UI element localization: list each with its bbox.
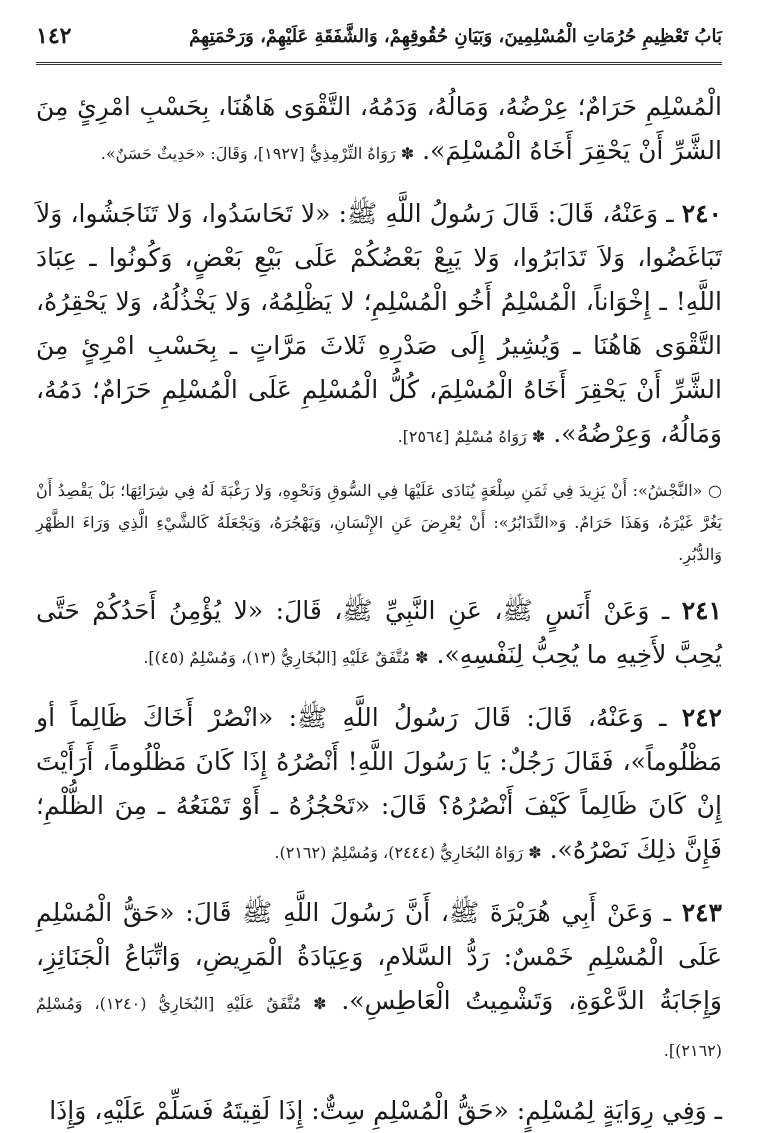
page-number: ١٤٢ bbox=[36, 23, 72, 49]
chapter-title: بَابُ تَعْظِيمِ حُرُمَاتِ الْمُسْلِمِينَ، وَبَيَانِ حُقُوقِهِمْ، وَالشَّفَقَةِ عَلَيْهِمْ، وَرَحْمَتِهِمْ bbox=[189, 25, 722, 47]
hadith-text: ـ وَعَنْهُ، قَالَ: قَالَ رَسُولُ اللَّهِ ﷺ: «انْصُرْ أَخَاكَ ظَالِماً أو مَظْلُوماً»، فَقَالَ رَجُلٌ: يَا رَسُولَ اللَّهِ! أَنْصُرُهُ إِذَا كَانَ مَظْلُوماً، أَرَأَيْتَ إِنْ كَانَ ظَالِماً كَيْفَ أَنْصُرُهُ؟ قَالَ: «تَحْجُزُهُ ـ أَوْ تَمْنَعُهُ ـ مِنَ الظُّلْمِ؛ فَإِنَّ ذلِكَ نَصْرُهُ». bbox=[36, 703, 722, 864]
hadith-text: ـ وَعَنْ أَبِي هُرَيْرَةَ ﷺ، أَنَّ رَسُولَ اللَّهِ ﷺ قَالَ: «حَقُّ الْمُسْلِمِ عَلَى الْمُسْلِمِ خَمْسٌ: رَدُّ السَّلامِ، وَعِيَادَةُ الْمَرِيضِ، وَاتِّبَاعُ الْجَنَائِزِ، وَإِجَابَةُ الدَّعْوَةِ، وَتَشْمِيتُ الْعَاطِسِ». bbox=[36, 898, 722, 1015]
hadith-reference: ✽ رَوَاهُ مُسْلِمٌ [٢٥٦٤]. bbox=[397, 427, 546, 446]
hadith-number: ٢٤٠ bbox=[681, 199, 722, 228]
hadith-text: ـ وَعَنْ أَنَسٍ ﷺ، عَنِ النَّبِيِّ ﷺ، قَالَ: «لا يُؤْمِنُ أَحَدُكُمْ حَتَّى يُحِبَّ لأَخِيهِ ما يُحِبُّ لِنَفْسِهِ». bbox=[36, 596, 722, 669]
intro-reference: ✽ رَوَاهُ التِّرْمِذِيُّ [١٩٢٧]، وَقَالَ: «حَدِيثٌ حَسَنٌ». bbox=[100, 144, 415, 163]
final-paragraph: ـ وَفِي رِوَايَةٍ لِمُسْلِمٍ: «حَقُّ الْمُسْلِمِ سِتٌّ: إِذَا لَقِيتَهُ فَسَلِّمْ عَلَيْهِ، وَإِذَا bbox=[49, 1096, 722, 1125]
hadith-241 bbox=[36, 589, 722, 680]
hadith-240 bbox=[36, 192, 722, 459]
hadith-text: ـ وَعَنْهُ، قَالَ: قَالَ رَسُولُ اللَّهِ ﷺ: «لا تَحَاسَدُوا، وَلا تَنَاجَشُوا، وَلاَ تَبَاغَضُوا، وَلاَ تَدَابَرُوا، وَلا يَبِعْ بَعْضُكُمْ عَلَى بَيْعِ بَعْضٍ، وَكُونُوا ـ عِبَادَ اللَّهِ! ـ إِخْوَاناً، الْمُسْلِمُ أَخُو الْمُسْلِمِ؛ لا يَظْلِمُهُ، وَلا يَخْذُلُهُ، وَلا يَحْقِرُهُ، التَّقْوَى هَاهُنَا ـ وَيُشِيرُ إِلَى صَدْرِهِ ثَلاثَ مَرَّاتٍ ـ بِحَسْبِ امْرِئٍ مِنَ الشَّرِّ أَنْ يَحْقِرَ أَخَاهُ الْمُسْلِمَ، كُلُّ الْمُسْلِمِ عَلَى الْمُسْلِمِ حَرَامٌ؛ دَمُهُ، وَمَالُهُ، وَعِرْضُهُ». bbox=[36, 199, 722, 448]
intro-paragraph bbox=[36, 85, 722, 176]
book-page bbox=[0, 10, 758, 1125]
hadith-number: ٢٤٢ bbox=[681, 703, 722, 732]
footnote-explanation: ○ «النَّجْشُ»: أَنْ يَزِيدَ فِي ثَمَنِ سِلْعَةٍ يُنَادَى عَلَيْهَا فِي السُّوقِ وَنَحْوِهِ، وَلا رَغْبَةَ لَهُ فِي شِرَائِهَا؛ بَلْ يَقْصِدُ أَنْ يَغُرَّ غَيْرَهُ، وَهَذَا حَرَامٌ. وَ«التَّدَابُرُ»: أَنْ يُعْرِضَ عَنِ الإِنْسَانِ، وَيَهْجُرَهُ، وَيَجْعَلَهُ كَالشَّيْءِ الَّذِي وَرَاءَ الظَّهْرِ وَالدُّبُرِ. bbox=[36, 481, 722, 564]
page-header bbox=[36, 10, 722, 65]
hadith-number: ٢٤١ bbox=[681, 596, 722, 625]
intro-text: الْمُسْلِمِ حَرَامٌ؛ عِرْضُهُ، وَمَالُهُ، وَدَمُهُ، التَّقْوَى هَاهُنَا، بِحَسْبِ امْرِئٍ مِنَ الشَّرِّ أَنْ يَحْقِرَ أَخَاهُ الْمُسْلِمَ». bbox=[36, 92, 722, 165]
hadith-243 bbox=[36, 891, 722, 1073]
hadith-reference: ✽ مُتَّفَقٌ عَلَيْهِ [البُخَارِيُّ (١٢٤٠)، وَمُسْلِمٌ (٢١٦٢)]. bbox=[36, 994, 722, 1060]
page-body bbox=[36, 85, 722, 1133]
hadith-reference: ✽ رَوَاهُ البُخَارِيُّ (٢٤٤٤)، وَمُسْلِمٌ (٢١٦٢). bbox=[274, 843, 542, 862]
hadith-number: ٢٤٣ bbox=[681, 898, 722, 927]
hadith-242 bbox=[36, 696, 722, 875]
hadith-reference: ✽ مُتَّفَقٌ عَلَيْهِ [البُخَارِيُّ (١٣)، وَمُسْلِمٌ (٤٥)]. bbox=[143, 648, 429, 667]
